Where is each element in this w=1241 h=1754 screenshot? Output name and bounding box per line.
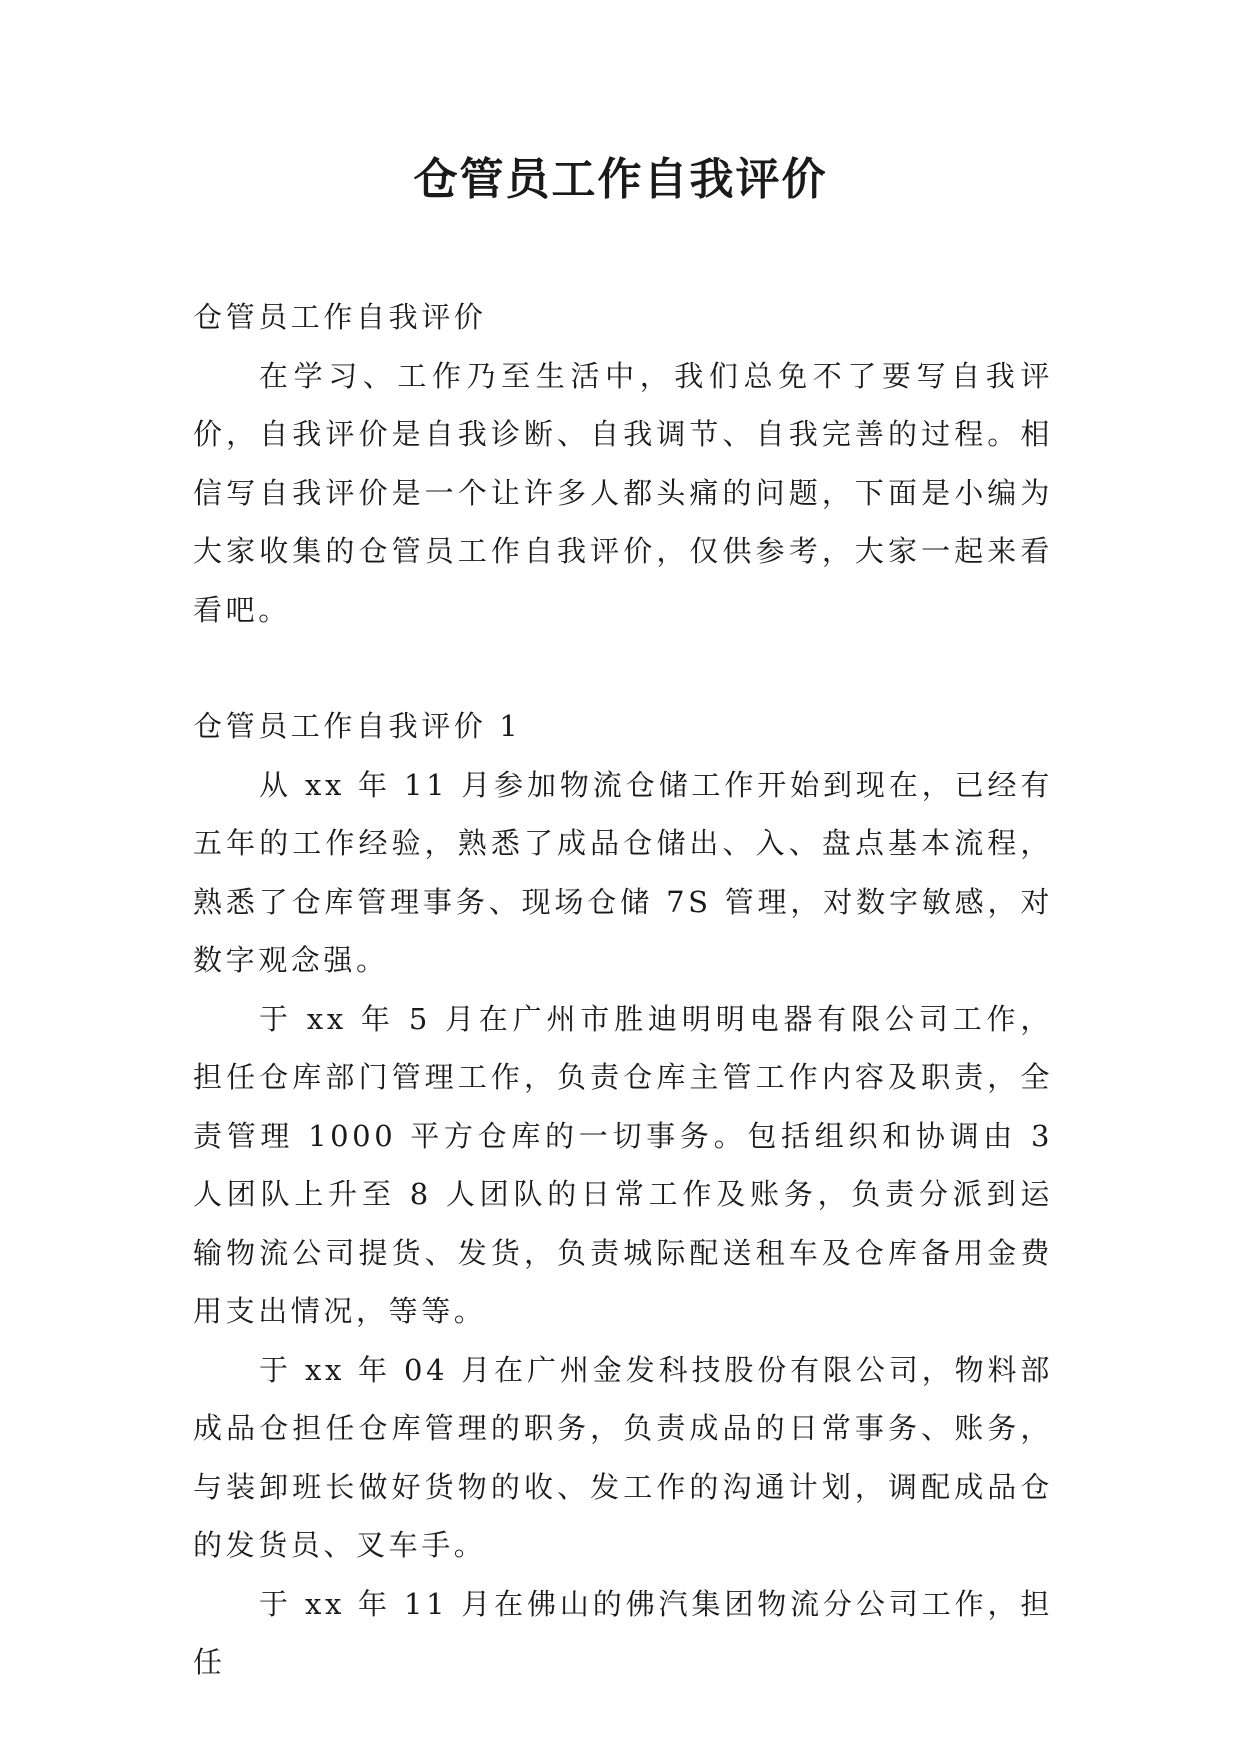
- section-heading: 仓管员工作自我评价 1: [193, 709, 522, 743]
- body-paragraph-3: 于 xx 年 04 月在广州金发科技股份有限公司，物料部成品仓担任仓库管理的职务，负责成品的日常事务、账务，与装卸班长做好货物的收、发工作的沟通计划，调配成品仓的发货员、叉车手。: [193, 1352, 1053, 1562]
- document-body: [193, 288, 1053, 1692]
- body-paragraph-2: 于 xx 年 5 月在广州市胜迪明明电器有限公司工作，担任仓库部门管理工作，负责仓库主管工作内容及职责，全责管理 1000 平方仓库的一切事务。包括组织和协调由 3 人团队上升至 8 人团队的日常工作及账务，负责分派到运输物流公司提货、发货，负责城际配送租车及仓库备用金费用支出情况，等等。: [193, 1001, 1053, 1328]
- document-subtitle: 仓管员工作自我评价: [193, 300, 487, 334]
- body-paragraph-1: 从 xx 年 11 月参加物流仓储工作开始到现在，已经有五年的工作经验，熟悉了成品仓储出、入、盘点基本流程，熟悉了仓库管理事务、现场仓储 7S 管理，对数字敏感，对数字观念强。: [193, 767, 1053, 977]
- body-paragraph-4: 于 xx 年 11 月在佛山的佛汽集团物流分公司工作，担任: [193, 1586, 1053, 1679]
- section-gap: [193, 639, 1053, 697]
- intro-paragraph: 在学习、工作乃至生活中，我们总免不了要写自我评价，自我评价是自我诊断、自我调节、自我完善的过程。相信写自我评价是一个让许多人都头痛的问题，下面是小编为大家收集的仓管员工作自我评价，仅供参考，大家一起来看看吧。: [193, 358, 1053, 627]
- document-title: 仓管员工作自我评价: [413, 154, 828, 205]
